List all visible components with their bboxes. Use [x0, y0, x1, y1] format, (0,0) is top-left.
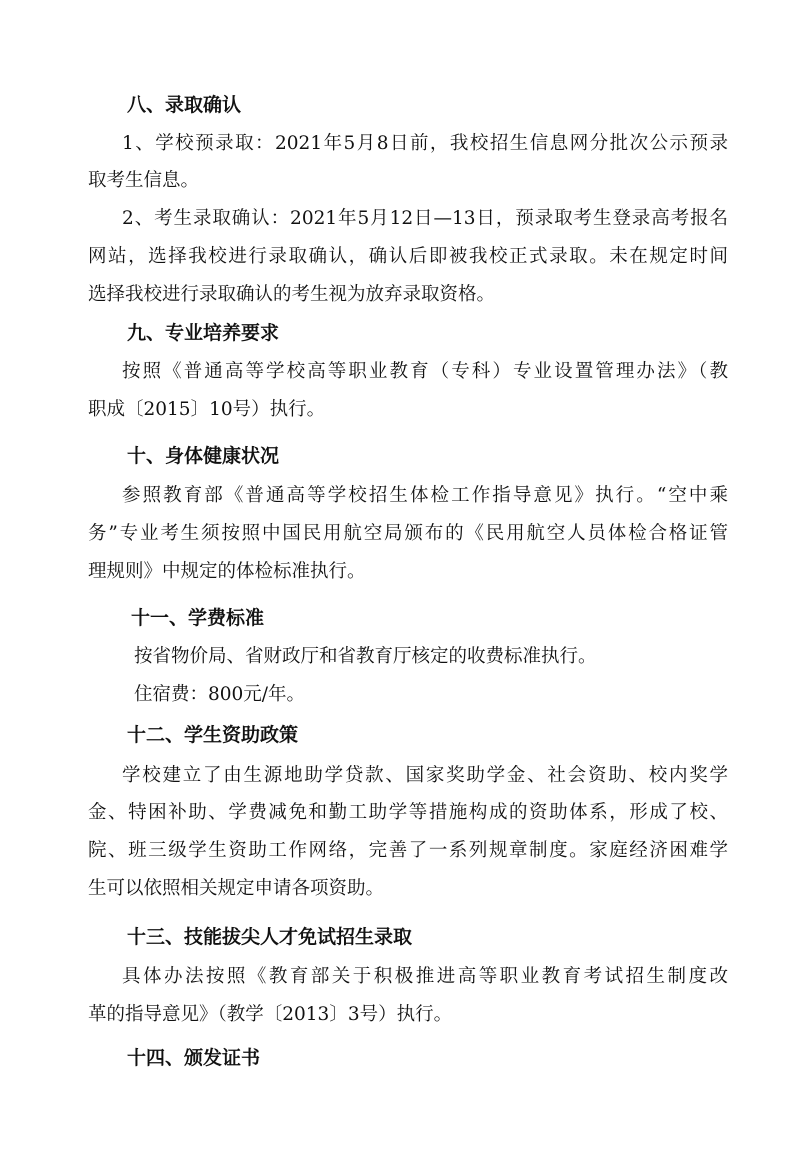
section-8-paragraph-2-line-2: 网站，选择我校进行录取确认，确认后即被我校正式录取。未在规定时间: [88, 246, 728, 267]
section-9-paragraph-line-1: 按照《普通高等学校高等职业教育（专科）专业设置管理办法》（教: [122, 361, 728, 382]
section-9-heading: 九、专业培养要求: [127, 322, 280, 344]
section-14-heading: 十四、颁发证书: [127, 1047, 261, 1069]
section-10-heading: 十、身体健康状况: [127, 445, 280, 467]
section-13-heading: 十三、技能拔尖人才免试招生录取: [127, 926, 413, 948]
section-12-heading: 十二、学生资助政策: [127, 724, 299, 746]
section-13-paragraph-line-1: 具体办法按照《教育部关于积极推进高等职业教育考试招生制度改: [122, 966, 728, 987]
section-9-paragraph-line-2: 职成〔2015〕10号）执行。: [88, 399, 326, 420]
section-11-fee-standard: 按省物价局、省财政厅和省教育厅核定的收费标准执行。: [134, 646, 597, 667]
section-11-accommodation-fee: 住宿费：800元/年。: [134, 684, 306, 705]
section-8-paragraph-1-line-2: 取考生信息。: [88, 170, 200, 191]
section-8-paragraph-2-line-3: 选择我校进行录取确认的考生视为放弃录取资格。: [88, 284, 496, 305]
section-10-paragraph-line-3: 理规则》中规定的体检标准执行。: [88, 561, 366, 582]
section-12-paragraph-line-1: 学校建立了由生源地助学贷款、国家奖助学金、社会资助、校内奖学: [122, 765, 728, 786]
section-12-paragraph-line-4: 生可以依照相关规定申请各项资助。: [88, 878, 385, 899]
section-12-paragraph-line-3: 院、班三级学生资助工作网络，完善了一系列规章制度。家庭经济困难学: [88, 840, 728, 861]
section-13-paragraph-line-2: 革的指导意见》（教学〔2013〕3号）执行。: [88, 1004, 453, 1025]
section-10-paragraph-line-1: 参照教育部《普通高等学校招生体检工作指导意见》执行。“空中乘: [122, 485, 728, 506]
section-8-paragraph-1-line-1: 1、学校预录取：2021年5月8日前，我校招生信息网分批次公示预录: [122, 133, 728, 154]
section-8-paragraph-2-line-1: 2、考生录取确认：2021年5月12日—13日，预录取考生登录高考报名: [122, 208, 728, 229]
section-12-paragraph-line-2: 金、特困补助、学费减免和勤工助学等措施构成的资助体系，形成了校、: [88, 802, 728, 823]
section-10-paragraph-line-2: 务”专业考生须按照中国民用航空局颁布的《民用航空人员体检合格证管: [88, 523, 728, 544]
section-8-heading: 八、录取确认: [127, 94, 242, 116]
section-11-heading: 十一、学费标准: [131, 607, 265, 629]
